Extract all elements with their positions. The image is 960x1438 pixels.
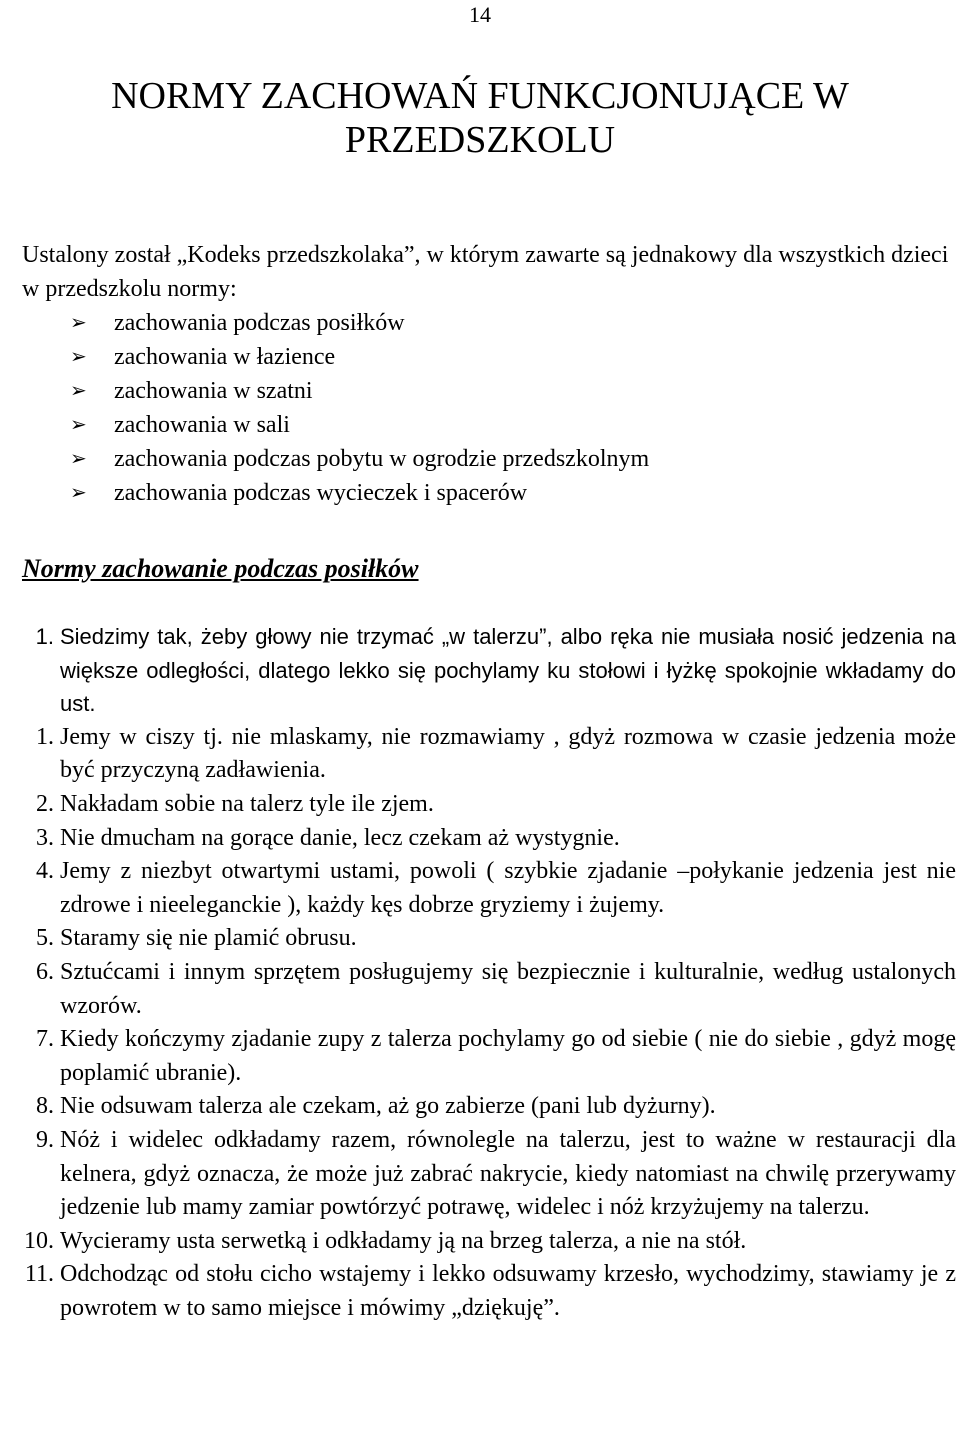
rule-text: Siedzimy tak, żeby głowy nie trzymać „w talerzu”, albo ręka nie musiała nosić jedzenia na większe odległości, dlatego lekko się pochylamy ku stołowi i łyżkę spokojnie wkładamy do ust.: [60, 624, 956, 717]
rule-item: [8, 1124, 956, 1225]
rule-number: 4.: [36, 858, 54, 885]
rule-item: [8, 855, 956, 922]
list-item-text: zachowania w szatni: [114, 378, 313, 404]
list-item-text: zachowania w sali: [114, 412, 290, 438]
section-heading: Normy zachowanie podczas posiłków: [22, 554, 419, 583]
rule-item: [8, 1258, 956, 1325]
rule-item: [8, 620, 956, 721]
list-item: [70, 374, 950, 408]
arrow-bullet-icon: ➢: [70, 380, 87, 402]
arrow-bullet-icon: ➢: [70, 312, 87, 334]
rule-item: [8, 1090, 956, 1124]
rule-item: [8, 822, 956, 856]
rule-number: 10.: [24, 1227, 54, 1254]
list-item-text: zachowania podczas posiłków: [114, 310, 405, 336]
list-item: [70, 408, 950, 442]
list-item-text: zachowania w łazience: [114, 344, 336, 370]
arrow-bullet-icon: ➢: [70, 482, 87, 504]
rule-number: 1.: [36, 723, 54, 750]
rule-text: Nakładam sobie na talerz tyle ile zjem.: [60, 790, 434, 817]
rule-item: [8, 721, 956, 788]
list-item-text: zachowania podczas pobytu w ogrodzie przedszkolnym: [114, 446, 650, 472]
rules-list: [8, 620, 956, 1325]
rule-text: Nie odsuwam talerza ale czekam, aż go zabierze (pani lub dyżurny).: [60, 1093, 716, 1120]
rule-text: Kiedy kończymy zjadanie zupy z talerza pochylamy go od siebie ( nie do siebie , gdyż mogę poplamić ubranie).: [60, 1026, 956, 1086]
list-item: [70, 442, 950, 476]
rule-text: Sztućcami i innym sprzętem posługujemy się bezpiecznie i kulturalnie, według ustalonych wzorów.: [60, 958, 956, 1019]
page-title: NORMY ZACHOWAŃ FUNKCJONUJĄCE W PRZEDSZKOLU: [111, 75, 849, 161]
rule-text: Nóż i widelec odkładamy razem, równolegle na talerzu, jest to ważne w restauracji dla kelnera, gdyż oznacza, że może już zabrać nakrycie, kiedy natomiast na chwilę przerywamy jedzenie lub mamy zamiar powtórzyć potrawę, widelec i nóż krzyżujemy na talerzu.: [60, 1126, 956, 1221]
arrow-bullet-icon: ➢: [70, 448, 87, 470]
norms-bullet-list: [70, 306, 950, 510]
rule-text: Wycieramy usta serwetką i odkładamy ją na brzeg talerza, a nie na stół.: [60, 1227, 747, 1254]
rule-text: Jemy z niezbyt otwartymi ustami, powoli ( szybkie zjadanie –połykanie jedzenia jest nie zdrowe i nieeleganckie ), każdy kęs dobrze gryziemy i żujemy.: [60, 858, 956, 918]
arrow-bullet-icon: ➢: [70, 346, 87, 368]
rule-number: 6.: [36, 958, 54, 985]
rule-item: [8, 956, 956, 1023]
list-item: [70, 340, 950, 374]
rule-number: 7.: [36, 1026, 54, 1053]
rule-number: 8.: [36, 1093, 54, 1120]
rule-text: Jemy w ciszy tj. nie mlaskamy, nie rozmawiamy , gdyż rozmowa w czasie jedzenia może być przyczyną zadławienia.: [60, 723, 956, 784]
list-item: [70, 306, 950, 340]
rule-text: Odchodząc od stołu cicho wstajemy i lekko odsuwamy krzesło, wychodzimy, stawiamy je z powrotem w to samo miejsce i mówimy „dziękuję”.: [60, 1261, 956, 1321]
rule-item: [8, 1225, 956, 1259]
rule-number: 11.: [24, 1261, 54, 1288]
rule-item: [8, 788, 956, 822]
rule-number: 5.: [36, 925, 54, 952]
rule-number: 3.: [36, 824, 54, 851]
rule-item: [8, 922, 956, 956]
intro-paragraph: Ustalony został „Kodeks przedszkolaka”, w którym zawarte są jednakowy dla wszystkich dzieci w przedszkolu normy:: [22, 242, 949, 302]
rule-number: 9.: [36, 1126, 54, 1153]
arrow-bullet-icon: ➢: [70, 414, 87, 436]
page-number: 14: [469, 2, 491, 27]
rule-number: 1.: [35, 624, 54, 649]
rule-item: [8, 1023, 956, 1090]
rule-text: Nie dmucham na gorące danie, lecz czekam aż wystygnie.: [60, 824, 620, 851]
list-item-text: zachowania podczas wycieczek i spacerów: [114, 480, 528, 506]
rule-number: 2.: [36, 790, 54, 817]
list-item: [70, 476, 950, 510]
rule-text: Staramy się nie plamić obrusu.: [60, 925, 357, 952]
